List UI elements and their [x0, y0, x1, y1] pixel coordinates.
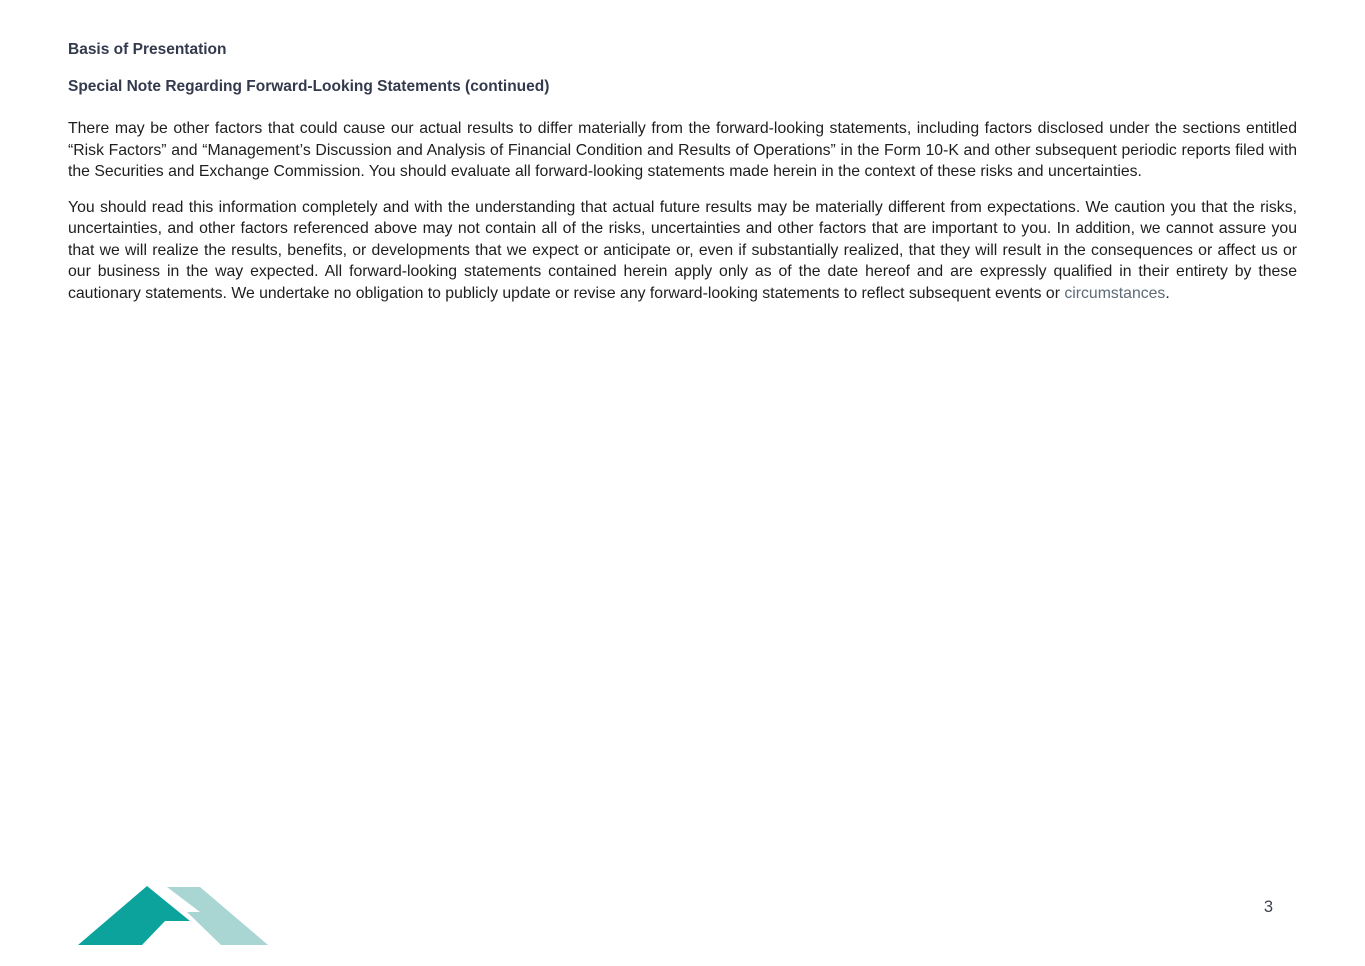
- content-area: [68, 42, 1297, 318]
- paragraph-2-muted-word: circumstances: [1064, 284, 1166, 302]
- paragraph-2-text: You should read this information completely and with the understanding that actual future results may be materially different from expectations. We caution you that the risks, uncertainties, and other factors referenced above may not contain all of the risks, uncertainties and other factors that are important to you. In addition, we cannot assure you that we will realize the results, benefits, or developments that we expect or anticipate or, even if substantially realized, that they will result in the consequences or affect us or our business in the way expected. All forward-looking statements contained herein apply only as of the date hereof and are expressly qualified in their entirety by these cautionary statements. We undertake no obligation to publicly update or revise any forward-looking statements to reflect subsequent events or: [68, 198, 1297, 302]
- paragraph-forward-looking-2: [68, 197, 1297, 305]
- page-number: 3: [1263, 898, 1273, 916]
- paragraph-2-period: .: [1165, 284, 1170, 302]
- section-subtitle: Special Note Regarding Forward-Looking Statements (continued): [68, 78, 550, 95]
- page-title: Basis of Presentation: [68, 41, 227, 58]
- logo-dark-peak-shape: [78, 886, 190, 945]
- paragraph-forward-looking-1: There may be other factors that could cause our actual results to differ materially from the forward-looking statements, including factors disclosed under the sections entitled “Risk Factors” and “Management’s Discussion and Analysis of Financial Condition and Results of Operations” in the Form 10-K and other subsequent periodic reports filed with the Securities and Exchange Commission. You should evaluate all forward-looking statements made herein in the context of these risks and uncertainties.: [68, 120, 1297, 180]
- company-logo: [78, 883, 268, 945]
